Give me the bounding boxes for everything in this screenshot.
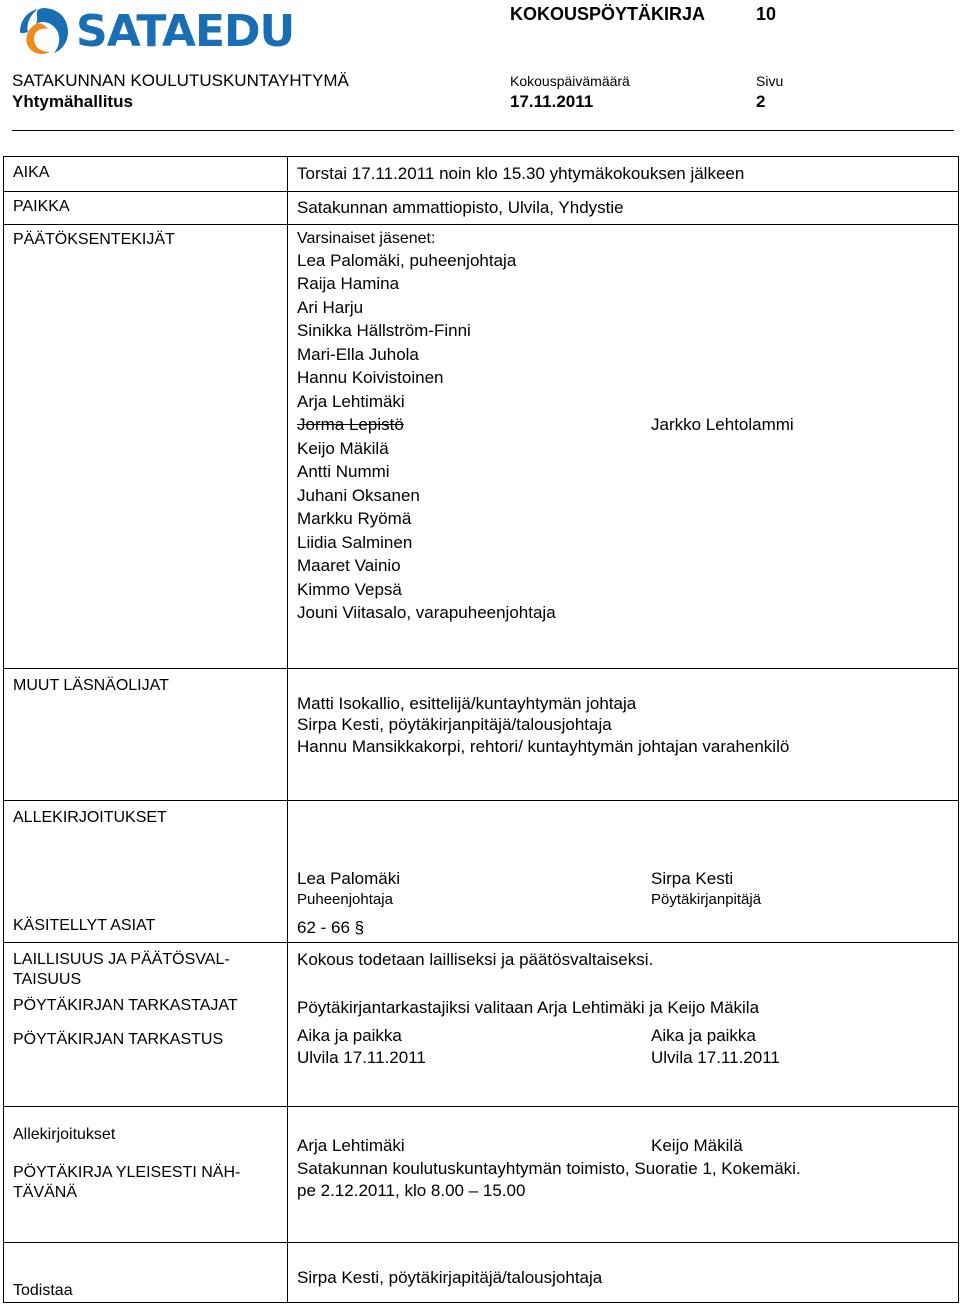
member-item: Keijo Mäkilä: [297, 439, 389, 458]
member-item: Juhani Oksanen: [297, 486, 420, 505]
muut-label: MUUT LÄSNÄOLIJAT: [13, 677, 169, 694]
paikka-value: Satakunnan ammattiopisto, Ulvila, Yhdystie: [297, 198, 624, 217]
inspector-signature-1: Arja Lehtimäki: [297, 1136, 405, 1155]
organization-name: SATAKUNNAN KOULUTUSKUNTAYHTYMÄ: [12, 71, 349, 90]
members-heading: Varsinaiset jäsenet:: [297, 230, 436, 247]
sataedu-swirl-icon: [12, 2, 74, 60]
member-item: Mari-Ella Juhola: [297, 345, 419, 364]
member-item: Sinikka Hällström-Finni: [297, 321, 471, 340]
signature-chair-name: Lea Palomäki: [297, 869, 401, 888]
row-divider: [3, 1242, 959, 1243]
logo-text: SATAEDU: [76, 6, 295, 57]
member-item: Kimmo Vepsä: [297, 580, 402, 599]
doc-type: KOKOUSPÖYTÄKIRJA: [510, 4, 706, 24]
yleisesti-label-line2: TÄVÄNÄ: [13, 1184, 78, 1201]
row-divider: [3, 942, 959, 943]
member-item: Maaret Vainio: [297, 556, 401, 575]
aika-label: AIKA: [13, 164, 50, 181]
member-item: Antti Nummi: [297, 462, 390, 481]
doc-number: 10: [756, 4, 777, 24]
meeting-date: 17.11.2011: [510, 92, 594, 111]
laillisuus-label-line2: TAISUUS: [13, 971, 82, 988]
tarkastus-col2-value: Ulvila 17.11.2011: [651, 1048, 780, 1067]
laillisuus-label-line1: LAILLISUUS JA PÄÄTÖSVAL-: [13, 951, 230, 968]
yleisesti-label-line1: PÖYTÄKIRJA YLEISESTI NÄH-: [13, 1164, 241, 1181]
page-label: Sivu: [756, 73, 784, 89]
yleisesti-value-line1: Satakunnan koulutuskuntayhtymän toimisto, Suoratie 1, Kokemäki.: [297, 1159, 801, 1178]
page-number: 2: [756, 92, 766, 111]
signature-chair-role: Puheenjohtaja: [297, 891, 393, 908]
tarkastus-col2-label: Aika ja paikka: [651, 1026, 756, 1045]
substitute-member: Jarkko Lehtolammi: [651, 415, 794, 434]
tarkastajat-label: PÖYTÄKIRJAN TARKASTAJAT: [13, 997, 238, 1014]
allekirjoitukset2-label: Allekirjoitukset: [13, 1126, 116, 1143]
table-border-left: [3, 156, 4, 1303]
tarkastus-col1-label: Aika ja paikka: [297, 1026, 402, 1045]
table-column-divider: [287, 156, 288, 1303]
laillisuus-value: Kokous todetaan lailliseksi ja päätösvaltaiseksi.: [297, 950, 654, 969]
aika-value: Torstai 17.11.2011 noin klo 15.30 yhtymäkokouksen jälkeen: [297, 164, 745, 183]
member-item: Lea Palomäki, puheenjohtaja: [297, 251, 517, 270]
header-rule: [12, 130, 954, 131]
other-attendee: Matti Isokallio, esittelijä/kuntayhtymän johtaja: [297, 694, 637, 713]
tarkastajat-value: Pöytäkirjantarkastajiksi valitaan Arja Lehtimäki ja Keijo Mäkila: [297, 998, 760, 1017]
member-item: Jouni Viitasalo, varapuheenjohtaja: [297, 603, 556, 622]
allekirjoitukset-label: ALLEKIRJOITUKSET: [13, 809, 167, 826]
other-attendee: Sirpa Kesti, pöytäkirjanpitäjä/talousjohtaja: [297, 715, 612, 734]
row-divider: [3, 1106, 959, 1107]
date-label: Kokouspäivämäärä: [510, 73, 630, 89]
yleisesti-value-line2: pe 2.12.2011, klo 8.00 – 15.00: [297, 1181, 526, 1200]
todistaa-value: Sirpa Kesti, pöytäkirjapitäjä/talousjohtaja: [297, 1268, 603, 1287]
member-item: Liidia Salminen: [297, 533, 413, 552]
signature-secretary-name: Sirpa Kesti: [651, 869, 734, 888]
member-item: Hannu Koivistoinen: [297, 368, 444, 387]
signature-secretary-role: Pöytäkirjanpitäjä: [651, 891, 762, 908]
row-divider: [3, 668, 959, 669]
row-divider: [3, 800, 959, 801]
table-border-top: [3, 156, 959, 157]
table-border-bottom: [3, 1302, 959, 1303]
table-border-right: [958, 156, 959, 1303]
member-item: Markku Ryömä: [297, 509, 412, 528]
member-item: Arja Lehtimäki: [297, 392, 405, 411]
sataedu-logo: [12, 2, 295, 60]
row-divider: [3, 224, 959, 225]
member-item-absent: Jorma Lepistö: [297, 415, 404, 434]
paatoksentekijat-label: PÄÄTÖKSENTEKIJÄT: [13, 231, 175, 248]
todistaa-label: Todistaa: [13, 1282, 73, 1299]
kasitellyt-value: 62 - 66 §: [297, 918, 365, 937]
inspector-signature-2: Keijo Mäkilä: [651, 1136, 743, 1155]
row-divider: [3, 191, 959, 192]
kasitellyt-label: KÄSITELLYT ASIAT: [13, 917, 156, 934]
member-item: Raija Hamina: [297, 274, 400, 293]
paikka-label: PAIKKA: [13, 198, 70, 215]
tarkastus-col1-value: Ulvila 17.11.2011: [297, 1048, 426, 1067]
other-attendee: Hannu Mansikkakorpi, rehtori/ kuntayhtymän johtajan varahenkilö: [297, 737, 790, 756]
board-name: Yhtymähallitus: [12, 92, 133, 111]
tarkastus-label: PÖYTÄKIRJAN TARKASTUS: [13, 1031, 224, 1048]
member-item: Ari Harju: [297, 298, 364, 317]
